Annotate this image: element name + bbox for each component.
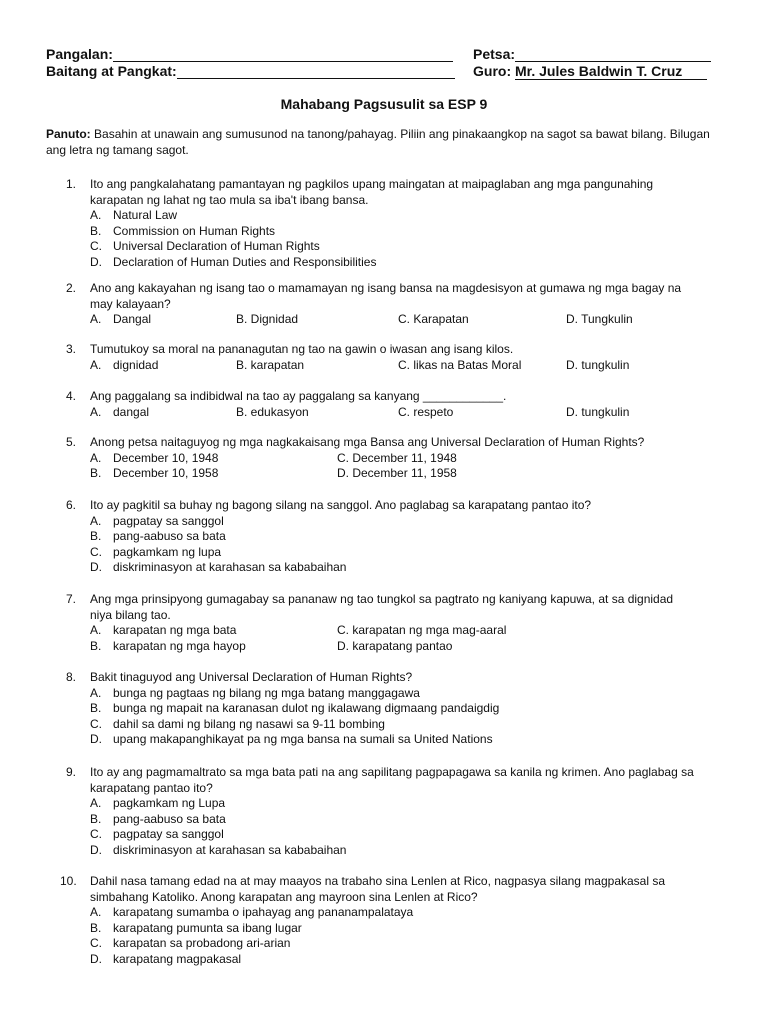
answer-option[interactable] [337,466,457,482]
option-text: December 10, 1958 [113,466,219,480]
option-letter: A. [90,357,102,372]
option-text: D. tungkulin [566,404,630,419]
option-letter: C. [90,239,102,253]
question-number: 5. [66,435,77,449]
answer-option[interactable] [236,312,298,328]
option-text: diskriminasyon at karahasan sa kababaihan [113,560,347,574]
exam-title: Mahabang Pagsusulit sa ESP 9 [280,96,488,112]
answer-option[interactable] [398,405,453,421]
option-letter: D. [90,560,102,574]
date-field [473,46,711,62]
option-letter: A. [90,450,102,465]
name-label: Pangalan: [46,46,113,62]
option-text: dahil sa dami ng bilang ng nasawi sa 9-11 bombing [113,716,385,731]
option-text: bunga ng pagtaas ng bilang ng mga batang manggagawa [113,685,420,700]
option-text: pagpatay sa sanggol [113,827,224,841]
option-text: dangal [113,404,150,419]
option-text: karapatang sumamba o ipahayag ang pananampalataya [113,905,414,919]
answer-option[interactable] [337,639,452,655]
option-letter: A. [90,905,102,919]
answer-option[interactable] [236,358,304,374]
name-field [46,46,453,62]
question-stem-line: niya bilang tao. [90,607,171,622]
question-stem-line: Tumutukoy sa moral na pananagutan ng tao na gawin o iwasan ang isang kilos. [90,342,514,356]
option-letter: A. [90,623,102,637]
option-letter: A. [90,208,102,222]
option-text: B. karapatan [236,357,305,372]
option-letter: B. [90,638,102,653]
option-text: C. Karapatan [398,312,469,326]
question-stem-line: Ang mga prinsipyong gumagabay sa pananaw ng tao tungkol sa pagtrato ng kaniyang kapuwa, at sa dignidad [90,592,674,606]
answer-option[interactable] [398,312,469,328]
option-letter: D. [90,732,102,746]
question-stem-line: Bakit tinaguyod ang Universal Declaration of Human Rights? [90,670,413,684]
option-letter: B. [90,811,102,826]
question-stem-line: karapatang pantao ito? [90,780,213,795]
answer-option[interactable] [566,312,633,328]
answer-option[interactable] [236,405,309,421]
option-letter: B. [90,920,102,935]
teacher-name: Mr. Jules Baldwin T. Cruz [515,63,707,80]
option-letter: B. [90,529,102,543]
question-stem-line: Dahil nasa tamang edad na at may maayos na trabaho sina Lenlen at Rico, nagpasya silang magpakasal sa [90,874,666,888]
question-stem-line: may kalayaan? [90,296,171,311]
question-stem-line: Anong petsa naitaguyog ng mga nagkakaisang mga Bansa ang Universal Declaration of Human Rights? [90,435,645,449]
answer-option[interactable] [566,405,629,421]
option-text: diskriminasyon at karahasan sa kababaihan [113,842,347,857]
option-text: Declaration of Human Duties and Responsibilities [113,254,377,269]
option-text: C. karapatan ng mga mag-aaral [337,623,507,637]
question-number: 2. [66,281,77,295]
question-number: 7. [66,592,77,606]
option-letter: A. [90,796,102,810]
option-letter: D. [90,951,102,966]
option-text: D. tungkulin [566,357,630,372]
option-text: D. Tungkulin [566,312,633,326]
option-text: D. December 11, 1958 [337,466,457,480]
grade-blank[interactable] [177,64,455,79]
option-letter: A. [90,513,102,528]
option-text: C. respeto [398,404,454,419]
option-text: bunga ng mapait na karanasan dulot ng ikalawang digmaang pandaigdig [113,701,500,715]
option-text: pang-aabuso sa bata [113,529,226,543]
option-text: karapatan ng mga bata [113,623,237,637]
option-text: Dangal [113,312,152,326]
date-label: Petsa: [473,46,516,62]
option-text: pang-aabuso sa bata [113,811,226,826]
option-text: C. likas na Batas Moral [398,357,522,372]
option-text: pagkamkam ng lupa [113,544,222,559]
date-blank[interactable] [515,47,711,62]
option-text: B. Dignidad [236,312,299,326]
option-text: dignidad [113,357,159,372]
option-letter: A. [90,404,102,419]
option-letter: B. [90,466,102,480]
answer-option[interactable] [398,358,521,374]
question-stem-line: Ang paggalang sa indibidwal na tao ay paggalang sa kanyang ____________. [90,389,507,403]
question-stem-line: Ito ay pagkitil sa buhay ng bagong silang na sanggol. Ano paglabag sa karapatang pantao ito? [90,498,592,512]
teacher-label: Guro: [473,63,512,79]
option-text: Natural Law [113,208,178,222]
instructions [46,126,726,158]
teacher-field [473,63,707,80]
option-text: B. edukasyon [236,404,309,419]
option-letter: B. [90,223,102,238]
option-text: karapatang pumunta sa ibang lugar [113,920,302,935]
option-text: karapatan ng mga hayop [113,638,246,653]
question-number: 3. [66,342,77,356]
option-text: upang makapanghikayat pa ng mga bansa na sumali sa United Nations [113,732,493,746]
option-letter: B. [90,701,102,715]
option-text: karapatan sa probadong ari-arian [113,936,291,950]
answer-option[interactable] [566,358,629,374]
question-number: 10. [60,874,77,888]
instructions-label: Panuto: [46,127,91,141]
answer-option[interactable] [337,451,457,467]
option-text: D. karapatang pantao [337,638,453,653]
option-text: karapatang magpakasal [113,951,242,966]
question-number: 9. [66,765,77,779]
grade-section-field [46,63,455,79]
question-number: 6. [66,498,77,512]
instructions-text: Basahin at unawain ang sumusunod na tanong/pahayag. Piliin ang pinakaangkop na sagot sa bawat bilang. Bilugan ang letra ng tamang sagot. [46,127,710,157]
question-number: 8. [66,670,77,684]
option-letter: C. [90,827,102,841]
option-text: pagkamkam ng Lupa [113,796,226,810]
option-text: Commission on Human Rights [113,223,276,238]
option-text: C. December 11, 1948 [337,450,457,465]
option-letter: D. [90,254,102,269]
option-text: pagpatay sa sanggol [113,513,224,528]
grade-label: Baitang at Pangkat: [46,63,177,79]
question-number: 4. [66,389,77,403]
name-blank[interactable] [113,47,453,62]
option-letter: C. [90,716,102,731]
option-text: Universal Declaration of Human Rights [113,239,320,253]
question-number: 1. [66,177,77,191]
question-stem-line: karapatan ng lahat ng tao mula sa iba't ibang bansa. [90,192,369,207]
option-letter: A. [90,685,102,700]
question-stem-line: Ito ay ang pagmamaltrato sa mga bata pati na ang sapilitang pagpapagawa sa kanila ng krimen. Ano paglabag sa [90,765,694,779]
option-letter: C. [90,544,102,559]
option-letter: C. [90,936,102,950]
question-stem-line: Ano ang kakayahan ng isang tao o mamamayan ng isang bansa na magdesisyon at gumawa ng mga bagay na [90,281,682,295]
option-letter: D. [90,842,102,857]
question-stem-line: Ito ang pangkalahatang pamantayan ng pagkilos upang maingatan at maipaglaban ang mga pangunahing [90,177,654,191]
answer-option[interactable] [337,623,506,639]
option-text: December 10, 1948 [113,450,219,465]
question-stem-line: simbahang Katoliko. Anong karapatan ang mayroon sina Lenlen at Rico? [90,889,478,904]
option-letter: A. [90,312,102,326]
